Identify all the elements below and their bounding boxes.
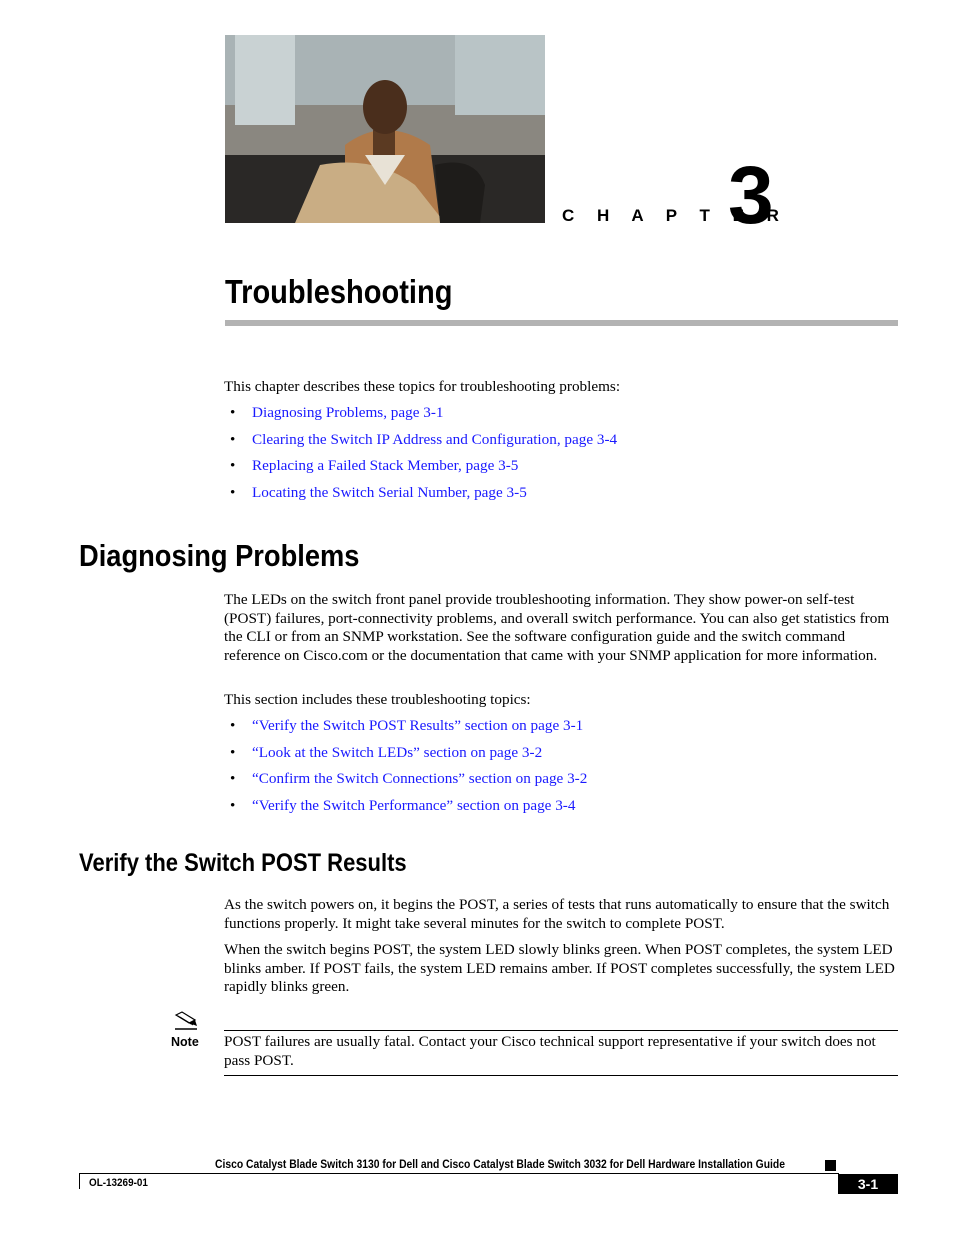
- link-verify-post[interactable]: “Verify the Switch POST Results” section on page 3-1: [252, 717, 584, 734]
- note-text: POST failures are usually fatal. Contact your Cisco technical support representative if your switch does not pass POST.: [224, 1033, 876, 1069]
- list-item: • Replacing a Failed Stack Member, page 3-5: [230, 457, 519, 475]
- pencil-note-icon: [173, 1009, 199, 1031]
- list-item: • Diagnosing Problems, page 3-1: [230, 404, 444, 421]
- section1-link-list: [224, 717, 898, 824]
- link-locating-serial-number[interactable]: Locating the Switch Serial Number, page 3-5: [252, 484, 527, 502]
- section-heading-diagnosing: Diagnosing Problems: [79, 538, 360, 573]
- list-item: • Locating the Switch Serial Number, page 3-5: [230, 484, 527, 502]
- chapter-photo: [225, 35, 545, 223]
- link-verify-performance[interactable]: “Verify the Switch Performance” section on page 3-4: [252, 797, 576, 815]
- list-item: • “Look at the Switch LEDs” section on page 3-2: [230, 743, 543, 761]
- title-rule: [225, 320, 898, 326]
- list-item: • “Verify the Switch POST Results” section on page 3-1: [230, 717, 584, 734]
- chapter-title: Troubleshooting: [225, 273, 453, 310]
- chapter-label: C H A P T E R: [562, 206, 788, 225]
- list-item: • “Verify the Switch Performance” section on page 3-4: [230, 797, 576, 815]
- list-item: • Clearing the Switch IP Address and Configuration, page 3-4: [230, 430, 618, 448]
- link-clearing-ip-address[interactable]: Clearing the Switch IP Address and Configuration, page 3-4: [252, 430, 618, 448]
- footer-guide-title: Cisco Catalyst Blade Switch 3130 for Dell and Cisco Catalyst Blade Switch 3032 for Dell Hardware Installation Guide: [215, 1159, 786, 1171]
- footer-marker: [825, 1160, 836, 1171]
- list-item: • “Confirm the Switch Connections” section on page 3-2: [230, 770, 588, 788]
- link-look-at-leds[interactable]: “Look at the Switch LEDs” section on page 3-2: [252, 743, 543, 761]
- section2-paragraph-1: As the switch powers on, it begins the POST, a series of tests that runs automatically to ensure that the switch functions properly. It might take several minutes for the switch to complete POST.: [224, 896, 890, 932]
- page-number: 3-1: [838, 1174, 898, 1194]
- intro-text: This chapter describes these topics for troubleshooting problems:: [224, 378, 621, 395]
- footer-doc-number: OL-13269-01: [89, 1177, 148, 1189]
- note-rule-top: [224, 1030, 898, 1031]
- section2-paragraph-2: When the switch begins POST, the system LED slowly blinks green. When POST completes, the system LED blinks amber. If POST fails, the system LED remains amber. If POST completes successfully, the system LED rapidly blinks green.: [224, 941, 895, 996]
- intro-link-list: [224, 404, 898, 511]
- section-heading-verify-post: Verify the Switch POST Results: [79, 849, 407, 877]
- link-replacing-stack-member[interactable]: Replacing a Failed Stack Member, page 3-5: [252, 457, 519, 475]
- footer-tick: [79, 1173, 80, 1189]
- chapter-number: 3: [728, 150, 774, 241]
- note-rule-bottom: [224, 1075, 898, 1076]
- section1-paragraph-1: The LEDs on the switch front panel provide troubleshooting information. They show power-on self-test (POST) failures, port-connectivity problems, and overall switch performance. You can also get statistics from the CLI or from an SNMP workstation. See the software configuration guide and the switch command reference on Cisco.com or the documentation that came with your SNMP application for more information.: [224, 591, 890, 665]
- link-diagnosing-problems[interactable]: Diagnosing Problems, page 3-1: [252, 404, 444, 421]
- link-confirm-connections[interactable]: “Confirm the Switch Connections” section on page 3-2: [252, 770, 588, 788]
- note-label: Note: [171, 1035, 199, 1049]
- section1-paragraph-2: This section includes these troubleshooting topics:: [224, 691, 531, 708]
- footer-rule: [79, 1173, 839, 1174]
